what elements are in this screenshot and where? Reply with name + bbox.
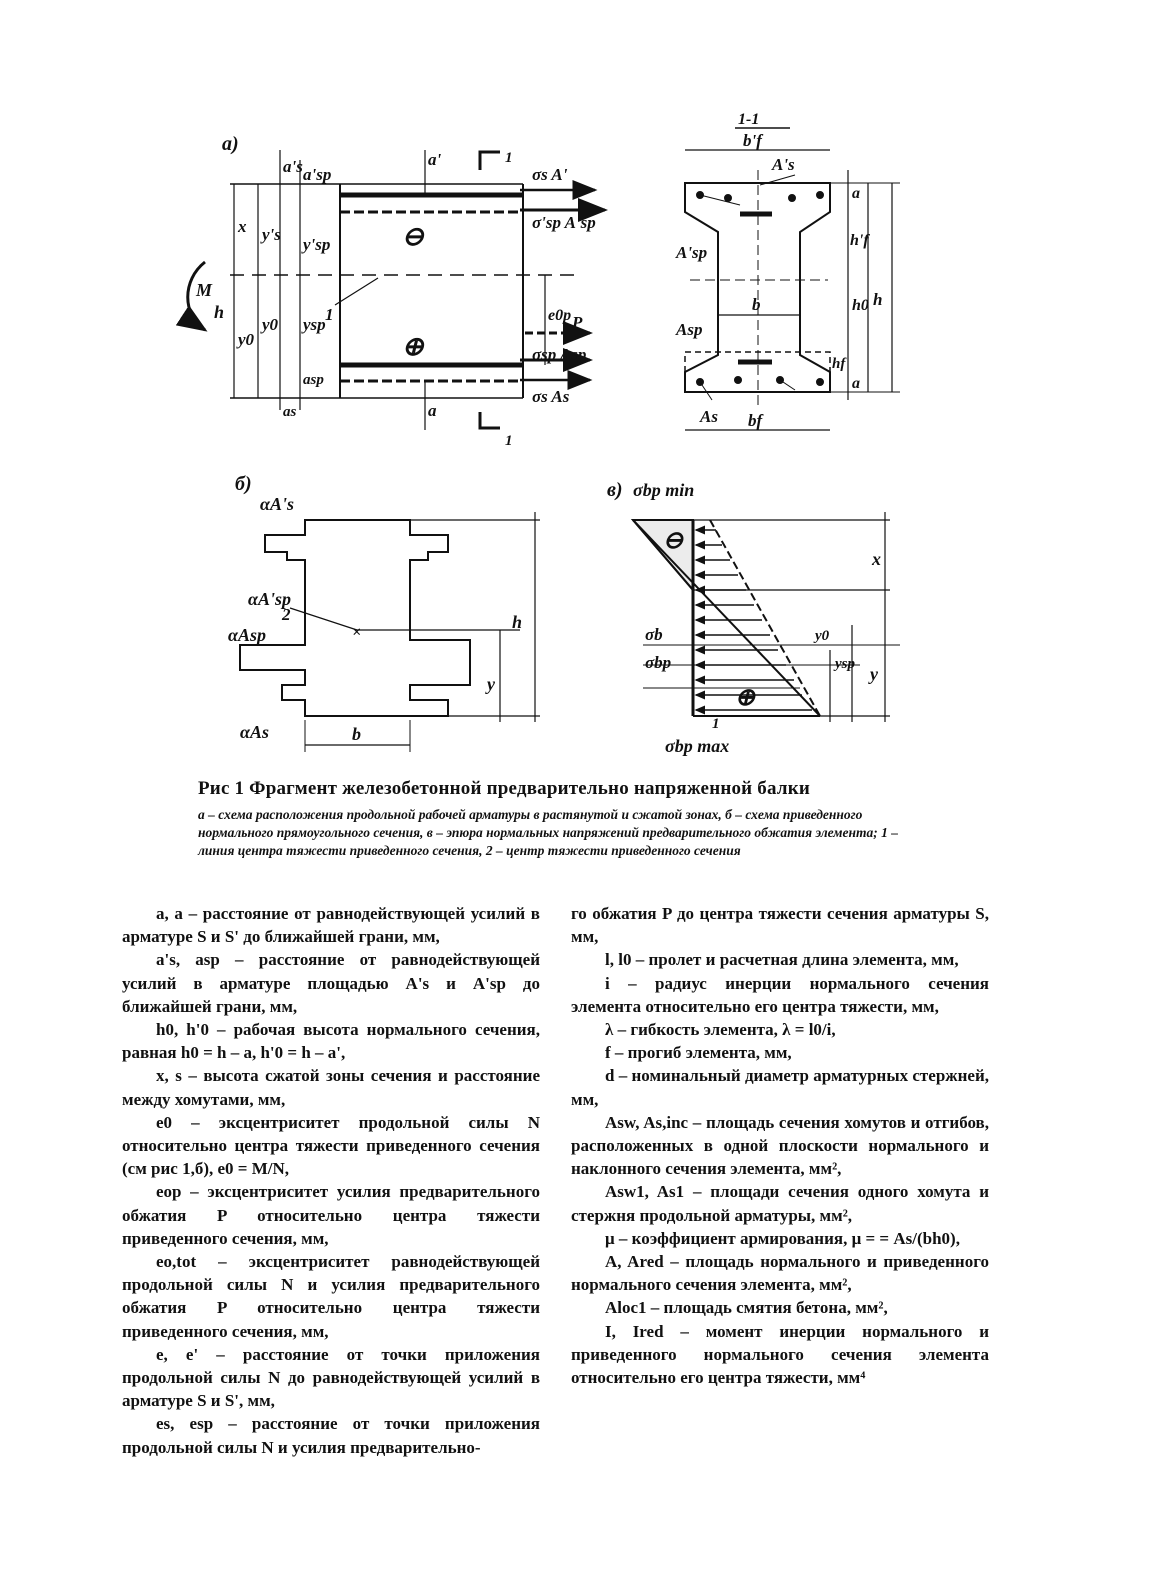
label-sigma-bp: σbp: [645, 653, 672, 672]
figure-drawing: [0, 0, 1163, 780]
label-asp: asp: [303, 372, 324, 388]
def-e-e-prime: e, e' – расстояние от точки приложения продольной силы N до равнодействующей усилий в арматуре S и S', мм,: [122, 1344, 540, 1411]
label-b-section: b: [752, 295, 761, 314]
label-ysp-prime: y'sp: [303, 235, 331, 254]
label-aAsp-prime: αA'sp: [248, 589, 291, 609]
panel-v-label: в): [607, 479, 623, 501]
label-aAs: αAs: [240, 722, 269, 742]
label-ysp: ysp: [303, 315, 326, 334]
plus-sign-v: ⊕: [735, 685, 756, 711]
caption-text: а – схема расположения продольной рабочей арматуры в растянутой и сжатой зонах, б – схема приведенного нормального прямоугольного сечения, в – эпюра нормальных напряжений предварительного обжатия элемента; 1 – линия центра тяжести приведенного сечения, 2 – центр тяжести приведенного сечения: [198, 807, 899, 858]
def-lambda: λ – гибкость элемента, λ = l0/i,: [605, 1020, 836, 1040]
label-As-section: As: [700, 407, 718, 426]
label-a-prime: a': [428, 150, 442, 169]
label-cut-1-top: 1: [505, 150, 513, 166]
label-as: as: [283, 404, 297, 420]
label-M: M: [196, 280, 213, 300]
label-Asp-section: Asp: [676, 320, 703, 339]
label-section-1-1: 1-1: [738, 111, 760, 128]
def-A-ared: A, Ared – площадь нормального и приведенного нормального сечения элемента, мм²,: [571, 1252, 989, 1295]
def-aloc1: Aloc1 – площадь смятия бетона, мм²,: [605, 1298, 888, 1318]
label-asp-prime: a'sp: [303, 165, 332, 184]
label-a-top-section: a: [852, 185, 860, 202]
def-x-s: x, s – высота сжатой зоны сечения и расстояние между хомутами, мм,: [122, 1066, 540, 1109]
label-sigma-s-As: σs As: [532, 387, 570, 406]
label-h0-section: h0: [852, 297, 869, 314]
label-sigma-bp-min: σbp min: [633, 480, 695, 500]
def-e0: e0 – эксцентриситет продольной силы N относительно центра тяжести приведенного сечения (см рис 1,б), e0 = M/N,: [122, 1112, 540, 1179]
label-sigma-sp-Asp-top: σ'sp A'sp: [532, 213, 596, 232]
label-y-v: y: [870, 664, 878, 684]
def-l-l0: l, l0 – пролет и расчетная длина элемента, мм,: [605, 950, 959, 970]
def-a: a, a – расстояние от равнодействующей усилий в арматуре S и S' до ближайшей грани, мм,: [122, 904, 540, 947]
left-column: [122, 902, 540, 1459]
def-d: d – номинальный диаметр арматурных стержней, мм,: [571, 1066, 989, 1109]
label-aAs-prime: αA's: [260, 494, 294, 514]
def-I-ired: I, Ired – момент инерции нормального и приведенного нормального сечения элемента относительно его центра тяжести, мм⁴: [571, 1321, 989, 1388]
label-1-v: 1: [712, 716, 720, 732]
label-h-section: h: [873, 290, 883, 309]
center-mark: ×: [352, 624, 362, 641]
label-bf-prime: b'f: [743, 131, 762, 150]
label-b-panel-b: b: [352, 724, 361, 744]
label-e0p: e0p: [548, 307, 572, 324]
def-continuation: го обжатия P до центра тяжести сечения арматуры S, мм,: [571, 904, 989, 947]
def-eop: eop – эксцентриситет усилия предварительного обжатия P относительно центра тяжести приведенного сечения, мм,: [122, 1182, 540, 1248]
def-i: i – радиус инерции нормального сечения элемента относительно его центра тяжести, мм,: [571, 973, 989, 1016]
label-a-bottom-section: a: [852, 375, 860, 392]
plus-sign: ⊕: [402, 332, 424, 361]
panel-b-label: б): [235, 473, 252, 495]
label-ysp-v: ysp: [835, 656, 855, 672]
panel-v-arrows: [696, 530, 812, 710]
label-x-v: x: [872, 549, 881, 569]
def-asw: Asw, As,inc – площадь сечения хомутов и отгибов, расположенных в одной плоскости нормального и наклонного сечения элемента, мм²,: [571, 1112, 989, 1179]
caption-title: Рис 1 Фрагмент железобетонной предварительно напряженной балки: [198, 778, 811, 799]
def-h0: h0, h'0 – рабочая высота нормального сечения, равная h0 = h – a, h'0 = h – a',: [122, 1020, 540, 1063]
def-es-esp: es, esp – расстояние от точки приложения продольной силы N и усилия предварительно-: [122, 1414, 540, 1457]
label-a: a: [428, 401, 437, 420]
label-P: P: [572, 313, 583, 332]
label-y0-v: y0: [815, 628, 830, 644]
label-y0-right: y0: [262, 315, 279, 334]
label-ys-prime: y's: [262, 225, 281, 244]
def-eo-tot: eo,tot – эксцентриситет равнодействующей продольной силы N и усилия предварительного обжатия P относительно центра тяжести приведенного сечения, мм,: [122, 1252, 540, 1341]
label-cut-1-bottom: 1: [505, 433, 513, 449]
figure-1: [0, 0, 1163, 780]
label-y0-left: y0: [238, 330, 255, 349]
panel-b-labels: [228, 473, 522, 744]
label-y-panel-b: y: [487, 674, 495, 694]
def-f: f – прогиб элемента, мм,: [605, 1043, 792, 1063]
label-2: 2: [282, 605, 291, 624]
label-sigma-bp-max: σbp max: [665, 736, 730, 756]
label-sigma-b: σb: [645, 625, 663, 644]
label-bf: bf: [748, 411, 763, 430]
def-mu: μ – коэффициент армирования, μ = = As/(bh0),: [605, 1228, 960, 1248]
label-as-prime: a's: [283, 157, 303, 176]
label-h-panel-b: h: [512, 612, 523, 632]
label-h-a: h: [214, 302, 225, 322]
label-line-1: 1: [325, 305, 334, 324]
label-Asp-prime-section: A'sp: [676, 243, 708, 262]
label-As-prime-section: A's: [772, 155, 795, 174]
def-as-prime: a's, asp – расстояние от равнодействующей усилий в арматуре площадью A's и A'sp до ближайшей грани, мм,: [122, 950, 540, 1016]
label-sigma-sp-Asp: σsp Asp: [532, 345, 587, 364]
label-x-a: x: [238, 217, 247, 236]
panel-a-label: а): [222, 133, 239, 155]
label-hf-prime: h'f: [850, 232, 869, 249]
minus-sign-v: ⊖: [663, 528, 684, 554]
figure-caption: [198, 778, 928, 860]
label-hf: hf: [832, 356, 846, 372]
label-sigma-s-As-top: σs A': [532, 165, 568, 184]
label-aAsp: αAsp: [228, 625, 266, 645]
right-column: [571, 902, 989, 1389]
def-asw1: Asw1, As1 – площади сечения одного хомута и стержня продольной арматуры, мм²,: [571, 1182, 989, 1225]
minus-sign: ⊖: [402, 222, 424, 251]
panel-b-reduced-section: [240, 512, 540, 752]
